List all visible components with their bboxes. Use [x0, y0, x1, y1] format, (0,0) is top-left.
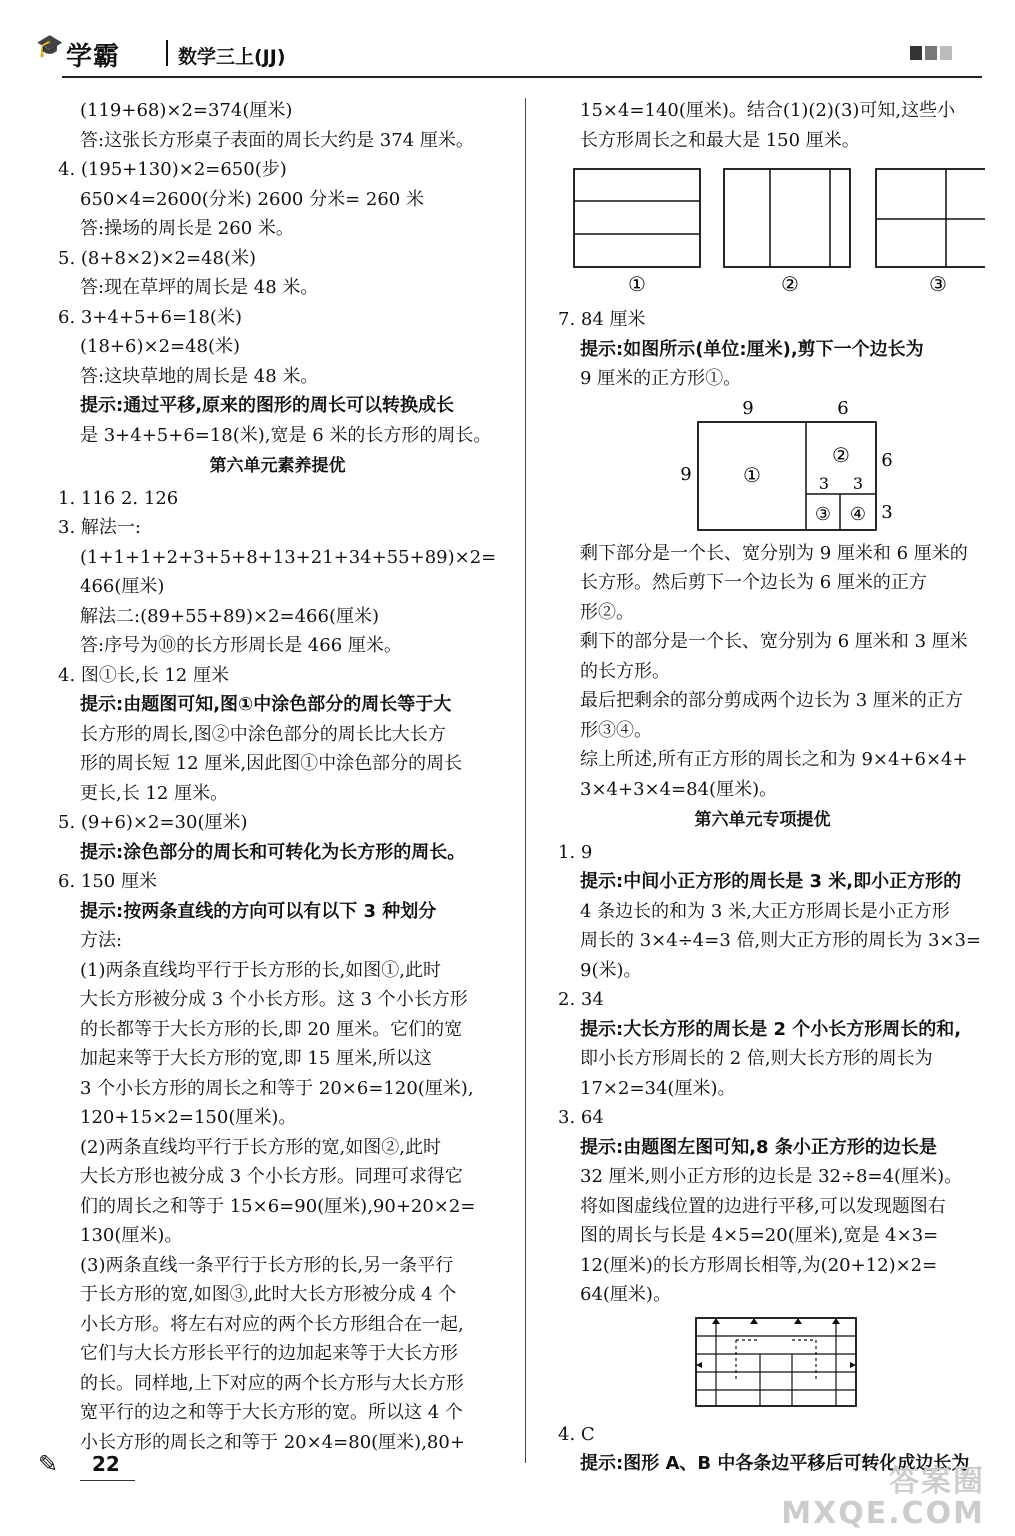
fig1-rect-3 [876, 169, 985, 267]
fig2-square-3: ③ [814, 503, 832, 525]
right-bottom-line: 提示:图形 A、B 中各条边平移后可转化成边长为 [580, 1453, 970, 1474]
left-text-line: 答:序号为⑩的长方形周长是 466 厘米。 [80, 635, 402, 656]
right-mid2-line: 的长方形。 [580, 660, 670, 682]
right-mid2-line: 9(米)。 [580, 959, 642, 981]
left-text-line: 宽平行的边之和等于大长方形的宽。所以这 4 个 [80, 1402, 463, 1423]
right-mid2-line: 第六单元专项提优 [694, 810, 831, 830]
fig2-right-3: 3 [881, 501, 893, 523]
left-text-line: 提示:由题图可知,图①中涂色部分的周长等于大 [80, 694, 452, 715]
right-mid2-line: 2. 34 [558, 989, 604, 1010]
right-mid2-line: 12(厘米)的长方形周长相等,为(20+12)×2= [580, 1254, 938, 1276]
right-mid2-line: 将如图虚线位置的边进行平移,可以发现题图右 [580, 1195, 946, 1217]
left-text-line: 加起来等于大长方形的宽,即 15 厘米,所以这 [80, 1048, 432, 1069]
left-text-line: 6. 3+4+5+6=18(米) [58, 306, 242, 328]
fig2-left: 9 [680, 463, 692, 485]
left-text-line: 大长方形被分成 3 个小长方形。这 3 个小长方形 [80, 989, 468, 1010]
right-mid2-line: 32 厘米,则小正方形的边长是 32÷8=4(厘米)。 [580, 1166, 963, 1187]
right-mid2-line: 长方形。然后剪下一个边长为 6 厘米的正方 [580, 572, 927, 593]
right-bottom-line: 4. C [558, 1423, 595, 1445]
left-text-line: 的长。同样地,上下对应的两个长方形与大长方形 [80, 1372, 464, 1394]
figure-rect-divisions [540, 155, 985, 305]
column-divider [525, 98, 526, 1463]
left-text-line: 1. 116 2. 126 [58, 487, 179, 509]
fig1-label-3: ③ [929, 272, 947, 296]
header-divider [166, 40, 168, 66]
left-text-line: 4. 图①长,长 12 厘米 [58, 664, 229, 686]
left-text-line: 们的周长之和等于 15×6=90(厘米),90+20×2= [80, 1195, 476, 1217]
left-text-line: 方法: [80, 930, 123, 951]
watermark: 答案圈 MXQE.COM [781, 1464, 985, 1531]
left-text-line: (119+68)×2=374(厘米) [80, 100, 293, 121]
left-text-line: 650×4=2600(分米) 2600 分米= 260 米 [80, 188, 424, 210]
left-text-line: 的长都等于大长方形的长,即 20 厘米。它们的宽 [80, 1018, 463, 1040]
right-mid2-line: 周长的 3×4÷4=3 倍,则大正方形的周长为 3×3= [580, 930, 982, 951]
right-mid2-line: 4 条边长的和为 3 米,大正方形周长是小正方形 [580, 900, 950, 922]
left-text-line: (2)两条直线均平行于长方形的宽,如图②,此时 [80, 1136, 441, 1158]
left-text-line: 466(厘米) [80, 576, 165, 597]
right-mid2-line: 64(厘米)。 [580, 1284, 671, 1305]
fig2-top-right: 6 [837, 397, 849, 419]
fig2-inner-3a: 3 [818, 473, 830, 493]
left-text-line: 提示:通过平移,原来的图形的周长可以转换成长 [80, 395, 455, 416]
right-top-line: 长方形周长之和最大是 150 厘米。 [580, 129, 860, 151]
right-mid2-line: 3. 64 [558, 1107, 604, 1128]
left-text-line: 小长方形的周长之和等于 20×4=80(厘米),80+ [80, 1431, 465, 1453]
graduation-cap-icon: 🎓 [36, 34, 65, 59]
fig2-square-4: ④ [849, 503, 867, 525]
left-text-line: 提示:涂色部分的周长和可转化为长方形的周长。 [80, 841, 466, 863]
fig2-square-2: ② [832, 442, 850, 467]
left-text-line: 是 3+4+5+6=18(米),宽是 6 米的长方形的周长。 [80, 424, 492, 446]
left-text-line: 大长方形也被分成 3 个小长方形。同理可求得它 [80, 1166, 463, 1187]
left-text-line: 小长方形。将左右对应的两个长方形组合在一起, [80, 1313, 464, 1335]
fig1-label-1: ① [628, 272, 646, 296]
right-top-text [540, 96, 985, 155]
left-text-line: (1)两条直线均平行于长方形的长,如图①,此时 [80, 959, 441, 981]
right-mid2-line: 3×4+3×4=84(厘米)。 [580, 778, 778, 800]
right-column [540, 96, 985, 1479]
right-mid2-line: 形②。 [580, 601, 634, 623]
left-text-line: 它们与大长方形长平行的边加起来等于大长方形 [80, 1343, 458, 1364]
right-mid1-line: 9 厘米的正方形①。 [580, 368, 742, 389]
left-text-line: (1+1+1+2+3+5+8+13+21+34+55+89)×2= [80, 546, 497, 568]
left-text-line: 130(厘米)。 [80, 1225, 183, 1246]
left-column [40, 96, 515, 1457]
fig2-right-6: 6 [881, 449, 893, 471]
right-mid2-line: 形③④。 [580, 719, 652, 741]
right-mid1-line: 7. 84 厘米 [558, 309, 646, 330]
left-text-line: 答:这块草地的周长是 48 米。 [80, 365, 319, 387]
left-text-line: 答:操场的周长是 260 米。 [80, 218, 294, 239]
fig2-top-left: 9 [742, 397, 754, 419]
left-text-line: 提示:按两条直线的方向可以有以下 3 种划分 [80, 900, 437, 922]
header-bars-icon [910, 46, 952, 60]
left-text-line: (3)两条直线一条平行于长方形的长,另一条平行 [80, 1254, 454, 1276]
right-mid1-line: 提示:如图所示(单位:厘米),剪下一个边长为 [580, 338, 924, 360]
left-text-line: 第六单元素养提优 [209, 456, 346, 476]
page-header [30, 28, 990, 76]
fig1-rect-2 [724, 169, 850, 267]
squares-svg [540, 394, 985, 539]
right-top-line: 15×4=140(厘米)。结合(1)(2)(3)可知,这些小 [580, 100, 956, 121]
right-mid-text-2 [540, 539, 985, 1310]
right-mid2-line: 最后把剩余的部分剪成两个边长为 3 厘米的正方 [580, 690, 963, 711]
figure-grid-perimeter [540, 1310, 985, 1420]
left-text-line: 5. (9+6)×2=30(厘米) [58, 812, 248, 833]
book-title: 数学三上(JJ) [178, 46, 286, 68]
right-mid2-line: 提示:由题图左图可知,8 条小正方形的边长是 [580, 1136, 937, 1158]
right-mid2-line: 17×2=34(厘米)。 [580, 1077, 736, 1099]
fig2-inner-3b: 3 [852, 473, 864, 493]
left-text-line: 答:这张长方形桌子表面的周长大约是 374 厘米。 [80, 129, 474, 151]
left-text-line: 5. (8+8×2)×2=48(米) [58, 247, 257, 269]
right-mid2-line: 1. 9 [558, 841, 593, 863]
page-number: 22 [92, 1452, 120, 1476]
right-mid2-line: 提示:中间小正方形的周长是 3 米,即小正方形的 [580, 871, 962, 892]
figure-squares [540, 394, 985, 539]
left-text-line: 长方形的周长,图②中涂色部分的周长比大长方 [80, 723, 446, 745]
right-mid2-line: 即小长方形周长的 2 倍,则大长方形的周长为 [580, 1048, 933, 1069]
fig2-square-1: ① [743, 462, 761, 487]
grid-perimeter-svg [540, 1310, 985, 1420]
left-text-line: 6. 150 厘米 [58, 871, 157, 892]
left-text-line: 4. (195+130)×2=650(步) [58, 159, 287, 180]
left-text-line: 于长方形的宽,如图③,此时大长方形被分成 4 个 [80, 1284, 457, 1305]
right-mid2-line: 提示:大长方形的周长是 2 个小长方形周长的和, [580, 1018, 962, 1040]
left-text-line: 答:现在草坪的周长是 48 米。 [80, 277, 319, 298]
right-mid2-line: 图的周长与长是 4×5=20(厘米),宽是 4×3= [580, 1225, 939, 1246]
left-text-line: 120+15×2=150(厘米)。 [80, 1107, 297, 1128]
header-rule [62, 76, 982, 78]
right-mid2-line: 综上所述,所有正方形的周长之和为 9×4+6×4+ [580, 749, 968, 770]
rect-divisions-svg [540, 155, 985, 305]
right-mid-text-1 [540, 305, 985, 394]
footer-rule [80, 1480, 135, 1481]
left-text-line: 解法二:(89+55+89)×2=466(厘米) [80, 605, 380, 627]
left-text-line: 更长,长 12 厘米。 [80, 782, 229, 804]
fig1-rect-1 [574, 169, 700, 267]
right-mid2-line: 剩下的部分是一个长、宽分别为 6 厘米和 3 厘米 [580, 631, 968, 652]
left-text-line: 3. 解法一: [58, 517, 141, 538]
logo-text: 学霸 [66, 42, 121, 72]
left-text-line: 3 个小长方形的周长之和等于 20×6=120(厘米), [80, 1077, 474, 1099]
pencil-icon: ✎ [38, 1450, 59, 1478]
right-mid2-line: 剩下部分是一个长、宽分别为 9 厘米和 6 厘米的 [580, 542, 968, 564]
fig1-label-2: ② [781, 272, 799, 296]
brand-logo [36, 34, 121, 73]
left-text-line: (18+6)×2=48(米) [80, 336, 241, 357]
left-text-line: 形的周长短 12 厘米,因此图①中涂色部分的周长 [80, 753, 463, 774]
